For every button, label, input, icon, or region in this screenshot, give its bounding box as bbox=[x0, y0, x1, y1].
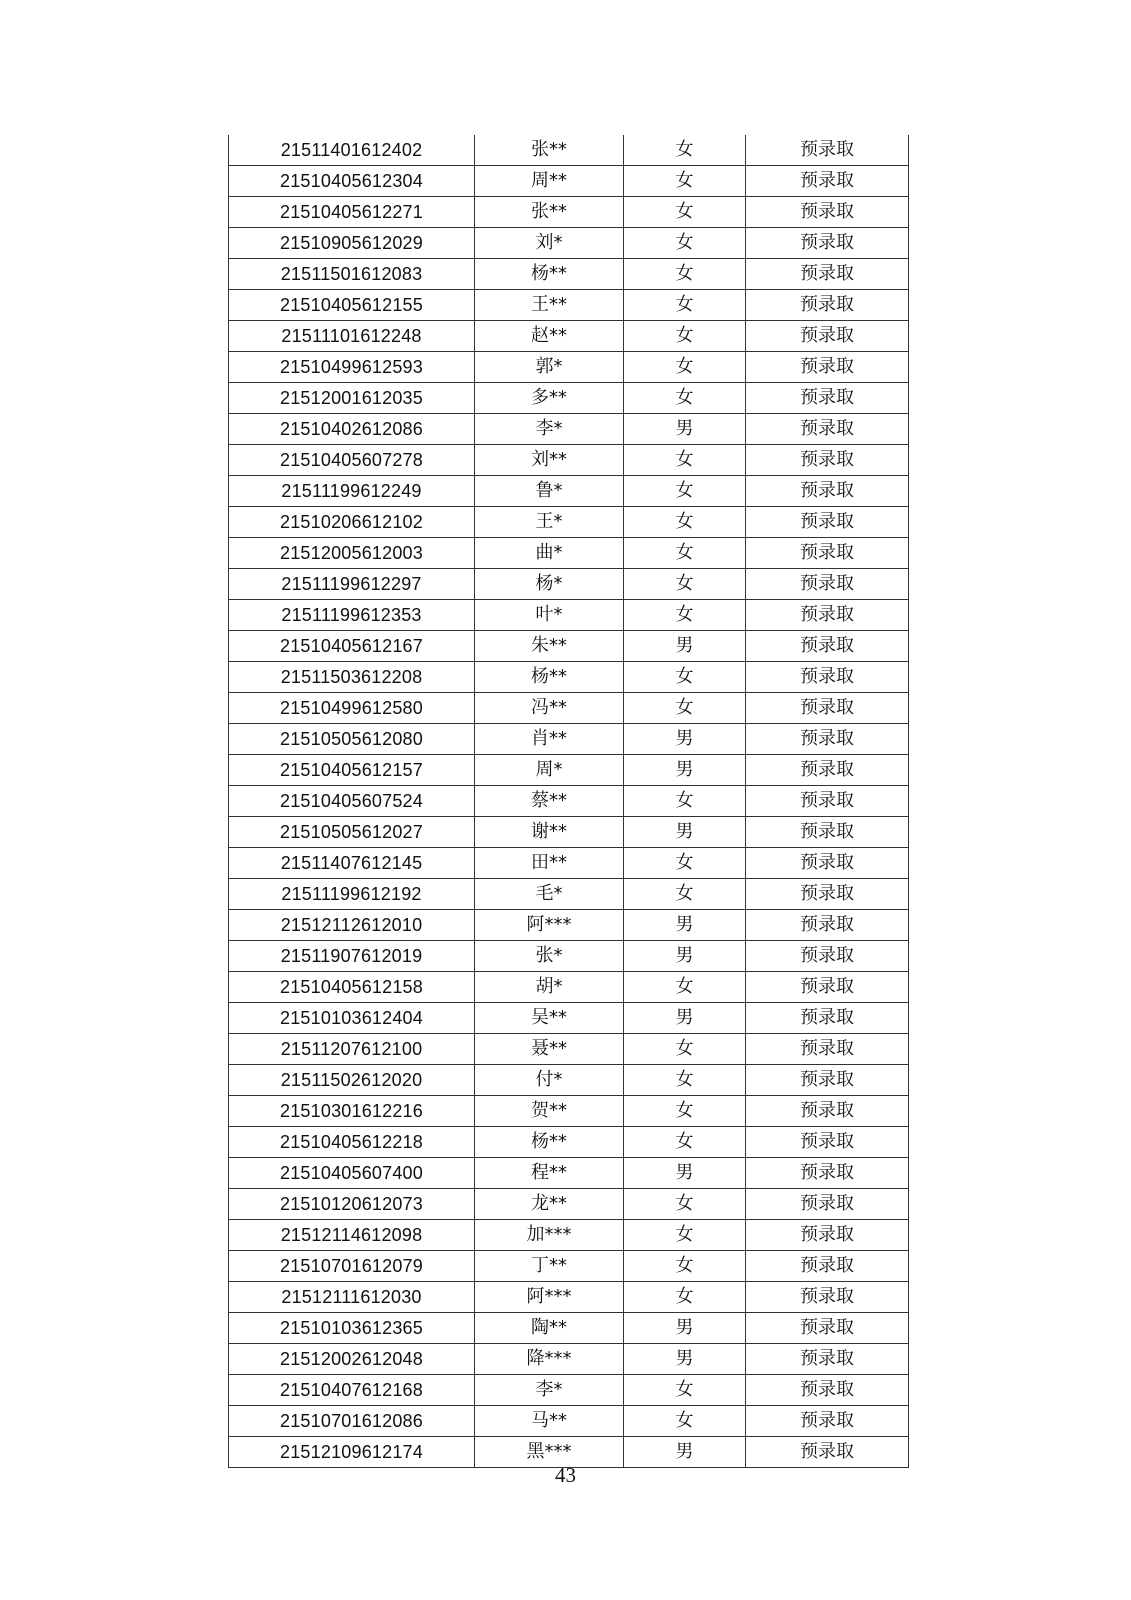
candidate-id-cell: 21510499612580 bbox=[229, 693, 475, 724]
admission-status-cell: 预录取 bbox=[746, 879, 909, 910]
table-row bbox=[229, 383, 909, 414]
table-row bbox=[229, 1003, 909, 1034]
table-row bbox=[229, 1282, 909, 1313]
admission-status-cell: 预录取 bbox=[746, 631, 909, 662]
table-row bbox=[229, 1406, 909, 1437]
candidate-name-cell: 杨** bbox=[475, 1127, 624, 1158]
table-row bbox=[229, 228, 909, 259]
gender-cell: 男 bbox=[624, 1437, 746, 1468]
table-row bbox=[229, 755, 909, 786]
gender-cell: 女 bbox=[624, 290, 746, 321]
table-body bbox=[229, 135, 909, 1468]
table-row bbox=[229, 166, 909, 197]
admission-table bbox=[228, 135, 909, 1468]
candidate-id-cell: 21510505612080 bbox=[229, 724, 475, 755]
table-row bbox=[229, 352, 909, 383]
candidate-name-cell: 龙** bbox=[475, 1189, 624, 1220]
candidate-name-cell: 李* bbox=[475, 414, 624, 445]
table-row bbox=[229, 1034, 909, 1065]
table-row bbox=[229, 538, 909, 569]
gender-cell: 女 bbox=[624, 1034, 746, 1065]
gender-cell: 男 bbox=[624, 1003, 746, 1034]
table-row bbox=[229, 445, 909, 476]
candidate-id-cell: 21512114612098 bbox=[229, 1220, 475, 1251]
table-row bbox=[229, 724, 909, 755]
gender-cell: 女 bbox=[624, 445, 746, 476]
gender-cell: 男 bbox=[624, 817, 746, 848]
candidate-name-cell: 阿*** bbox=[475, 910, 624, 941]
table-row bbox=[229, 786, 909, 817]
admission-status-cell: 预录取 bbox=[746, 600, 909, 631]
table-row bbox=[229, 507, 909, 538]
gender-cell: 女 bbox=[624, 1220, 746, 1251]
candidate-id-cell: 21512005612003 bbox=[229, 538, 475, 569]
candidate-id-cell: 21511502612020 bbox=[229, 1065, 475, 1096]
candidate-id-cell: 21510701612079 bbox=[229, 1251, 475, 1282]
gender-cell: 女 bbox=[624, 383, 746, 414]
candidate-id-cell: 21511907612019 bbox=[229, 941, 475, 972]
table-row bbox=[229, 600, 909, 631]
gender-cell: 男 bbox=[624, 1313, 746, 1344]
admission-status-cell: 预录取 bbox=[746, 910, 909, 941]
candidate-id-cell: 21510405612218 bbox=[229, 1127, 475, 1158]
candidate-name-cell: 吴** bbox=[475, 1003, 624, 1034]
gender-cell: 男 bbox=[624, 910, 746, 941]
candidate-id-cell: 21511407612145 bbox=[229, 848, 475, 879]
admission-status-cell: 预录取 bbox=[746, 197, 909, 228]
candidate-id-cell: 21512002612048 bbox=[229, 1344, 475, 1375]
candidate-name-cell: 杨* bbox=[475, 569, 624, 600]
admission-status-cell: 预录取 bbox=[746, 476, 909, 507]
candidate-id-cell: 21510405612271 bbox=[229, 197, 475, 228]
table-row bbox=[229, 414, 909, 445]
gender-cell: 女 bbox=[624, 600, 746, 631]
gender-cell: 女 bbox=[624, 693, 746, 724]
table-row bbox=[229, 662, 909, 693]
admission-status-cell: 预录取 bbox=[746, 662, 909, 693]
table-row bbox=[229, 197, 909, 228]
admission-status-cell: 预录取 bbox=[746, 1282, 909, 1313]
table-row bbox=[229, 910, 909, 941]
admission-status-cell: 预录取 bbox=[746, 569, 909, 600]
table-row bbox=[229, 1065, 909, 1096]
candidate-id-cell: 21510405612157 bbox=[229, 755, 475, 786]
candidate-name-cell: 聂** bbox=[475, 1034, 624, 1065]
gender-cell: 女 bbox=[624, 786, 746, 817]
candidate-id-cell: 21510405612304 bbox=[229, 166, 475, 197]
candidate-id-cell: 21510405612167 bbox=[229, 631, 475, 662]
gender-cell: 女 bbox=[624, 1096, 746, 1127]
candidate-id-cell: 21510206612102 bbox=[229, 507, 475, 538]
gender-cell: 男 bbox=[624, 941, 746, 972]
candidate-name-cell: 阿*** bbox=[475, 1282, 624, 1313]
gender-cell: 女 bbox=[624, 1282, 746, 1313]
gender-cell: 女 bbox=[624, 228, 746, 259]
table-row bbox=[229, 135, 909, 166]
admission-status-cell: 预录取 bbox=[746, 848, 909, 879]
table-row bbox=[229, 1189, 909, 1220]
candidate-id-cell: 21512111612030 bbox=[229, 1282, 475, 1313]
admission-status-cell: 预录取 bbox=[746, 135, 909, 166]
admission-status-cell: 预录取 bbox=[746, 445, 909, 476]
candidate-id-cell: 21512109612174 bbox=[229, 1437, 475, 1468]
candidate-name-cell: 张** bbox=[475, 197, 624, 228]
admission-status-cell: 预录取 bbox=[746, 693, 909, 724]
table-row bbox=[229, 321, 909, 352]
gender-cell: 女 bbox=[624, 662, 746, 693]
candidate-name-cell: 丁** bbox=[475, 1251, 624, 1282]
candidate-id-cell: 21510405607524 bbox=[229, 786, 475, 817]
gender-cell: 女 bbox=[624, 135, 746, 166]
admission-status-cell: 预录取 bbox=[746, 1220, 909, 1251]
gender-cell: 女 bbox=[624, 538, 746, 569]
gender-cell: 男 bbox=[624, 1158, 746, 1189]
table-row bbox=[229, 1158, 909, 1189]
gender-cell: 女 bbox=[624, 1406, 746, 1437]
candidate-name-cell: 肖** bbox=[475, 724, 624, 755]
candidate-name-cell: 郭* bbox=[475, 352, 624, 383]
table-row bbox=[229, 1313, 909, 1344]
candidate-name-cell: 周* bbox=[475, 755, 624, 786]
admission-status-cell: 预录取 bbox=[746, 1437, 909, 1468]
table-row bbox=[229, 569, 909, 600]
candidate-id-cell: 21512112612010 bbox=[229, 910, 475, 941]
candidate-name-cell: 加*** bbox=[475, 1220, 624, 1251]
candidate-name-cell: 李* bbox=[475, 1375, 624, 1406]
candidate-name-cell: 冯** bbox=[475, 693, 624, 724]
admission-status-cell: 预录取 bbox=[746, 352, 909, 383]
table-row bbox=[229, 1251, 909, 1282]
admission-status-cell: 预录取 bbox=[746, 1158, 909, 1189]
admission-status-cell: 预录取 bbox=[746, 1251, 909, 1282]
admission-status-cell: 预录取 bbox=[746, 538, 909, 569]
candidate-id-cell: 21511501612083 bbox=[229, 259, 475, 290]
gender-cell: 女 bbox=[624, 259, 746, 290]
candidate-name-cell: 毛* bbox=[475, 879, 624, 910]
candidate-name-cell: 多** bbox=[475, 383, 624, 414]
gender-cell: 女 bbox=[624, 1065, 746, 1096]
admission-status-cell: 预录取 bbox=[746, 1189, 909, 1220]
gender-cell: 男 bbox=[624, 414, 746, 445]
candidate-name-cell: 胡* bbox=[475, 972, 624, 1003]
gender-cell: 女 bbox=[624, 507, 746, 538]
table-row bbox=[229, 259, 909, 290]
candidate-id-cell: 21510120612073 bbox=[229, 1189, 475, 1220]
table-row bbox=[229, 879, 909, 910]
table-row bbox=[229, 290, 909, 321]
gender-cell: 女 bbox=[624, 1127, 746, 1158]
candidate-name-cell: 王** bbox=[475, 290, 624, 321]
candidate-id-cell: 21511401612402 bbox=[229, 135, 475, 166]
admission-status-cell: 预录取 bbox=[746, 755, 909, 786]
candidate-id-cell: 21510905612029 bbox=[229, 228, 475, 259]
admission-status-cell: 预录取 bbox=[746, 786, 909, 817]
candidate-id-cell: 21510103612365 bbox=[229, 1313, 475, 1344]
admission-status-cell: 预录取 bbox=[746, 1034, 909, 1065]
gender-cell: 女 bbox=[624, 848, 746, 879]
table-row bbox=[229, 1220, 909, 1251]
table-row bbox=[229, 1096, 909, 1127]
candidate-id-cell: 21510499612593 bbox=[229, 352, 475, 383]
candidate-name-cell: 陶** bbox=[475, 1313, 624, 1344]
candidate-id-cell: 21510301612216 bbox=[229, 1096, 475, 1127]
candidate-id-cell: 21510701612086 bbox=[229, 1406, 475, 1437]
candidate-id-cell: 21511101612248 bbox=[229, 321, 475, 352]
candidate-id-cell: 21512001612035 bbox=[229, 383, 475, 414]
candidate-name-cell: 王* bbox=[475, 507, 624, 538]
table-row bbox=[229, 631, 909, 662]
admission-status-cell: 预录取 bbox=[746, 259, 909, 290]
candidate-name-cell: 曲* bbox=[475, 538, 624, 569]
candidate-name-cell: 张* bbox=[475, 941, 624, 972]
table-row bbox=[229, 817, 909, 848]
admission-status-cell: 预录取 bbox=[746, 290, 909, 321]
gender-cell: 男 bbox=[624, 724, 746, 755]
candidate-name-cell: 马** bbox=[475, 1406, 624, 1437]
candidate-id-cell: 21510405607400 bbox=[229, 1158, 475, 1189]
candidate-id-cell: 21511199612353 bbox=[229, 600, 475, 631]
admission-status-cell: 预录取 bbox=[746, 724, 909, 755]
candidate-name-cell: 鲁* bbox=[475, 476, 624, 507]
gender-cell: 女 bbox=[624, 1189, 746, 1220]
gender-cell: 女 bbox=[624, 1251, 746, 1282]
admission-list bbox=[228, 135, 908, 1468]
candidate-name-cell: 杨** bbox=[475, 662, 624, 693]
admission-status-cell: 预录取 bbox=[746, 817, 909, 848]
gender-cell: 女 bbox=[624, 879, 746, 910]
table-row bbox=[229, 476, 909, 507]
admission-status-cell: 预录取 bbox=[746, 941, 909, 972]
admission-status-cell: 预录取 bbox=[746, 1375, 909, 1406]
admission-status-cell: 预录取 bbox=[746, 321, 909, 352]
candidate-id-cell: 21511207612100 bbox=[229, 1034, 475, 1065]
table-row bbox=[229, 1127, 909, 1158]
admission-status-cell: 预录取 bbox=[746, 972, 909, 1003]
candidate-name-cell: 田** bbox=[475, 848, 624, 879]
admission-status-cell: 预录取 bbox=[746, 1313, 909, 1344]
admission-status-cell: 预录取 bbox=[746, 1003, 909, 1034]
candidate-name-cell: 刘* bbox=[475, 228, 624, 259]
gender-cell: 女 bbox=[624, 352, 746, 383]
candidate-name-cell: 张** bbox=[475, 135, 624, 166]
candidate-name-cell: 叶* bbox=[475, 600, 624, 631]
table-row bbox=[229, 941, 909, 972]
table-row bbox=[229, 848, 909, 879]
candidate-name-cell: 程** bbox=[475, 1158, 624, 1189]
candidate-id-cell: 21510505612027 bbox=[229, 817, 475, 848]
gender-cell: 男 bbox=[624, 755, 746, 786]
candidate-name-cell: 刘** bbox=[475, 445, 624, 476]
gender-cell: 女 bbox=[624, 1375, 746, 1406]
candidate-id-cell: 21511199612249 bbox=[229, 476, 475, 507]
candidate-name-cell: 周** bbox=[475, 166, 624, 197]
candidate-id-cell: 21511503612208 bbox=[229, 662, 475, 693]
candidate-name-cell: 蔡** bbox=[475, 786, 624, 817]
candidate-id-cell: 21510402612086 bbox=[229, 414, 475, 445]
candidate-name-cell: 降*** bbox=[475, 1344, 624, 1375]
gender-cell: 女 bbox=[624, 166, 746, 197]
admission-status-cell: 预录取 bbox=[746, 383, 909, 414]
candidate-name-cell: 赵** bbox=[475, 321, 624, 352]
gender-cell: 男 bbox=[624, 631, 746, 662]
gender-cell: 女 bbox=[624, 197, 746, 228]
table-row bbox=[229, 1344, 909, 1375]
table-row bbox=[229, 693, 909, 724]
gender-cell: 男 bbox=[624, 1344, 746, 1375]
candidate-name-cell: 贺** bbox=[475, 1096, 624, 1127]
candidate-id-cell: 21510407612168 bbox=[229, 1375, 475, 1406]
candidate-name-cell: 谢** bbox=[475, 817, 624, 848]
candidate-name-cell: 黑*** bbox=[475, 1437, 624, 1468]
candidate-id-cell: 21511199612297 bbox=[229, 569, 475, 600]
candidate-id-cell: 21510103612404 bbox=[229, 1003, 475, 1034]
admission-status-cell: 预录取 bbox=[746, 228, 909, 259]
admission-status-cell: 预录取 bbox=[746, 1406, 909, 1437]
admission-status-cell: 预录取 bbox=[746, 414, 909, 445]
table-row bbox=[229, 1375, 909, 1406]
candidate-name-cell: 付* bbox=[475, 1065, 624, 1096]
admission-status-cell: 预录取 bbox=[746, 1344, 909, 1375]
gender-cell: 女 bbox=[624, 476, 746, 507]
candidate-id-cell: 21511199612192 bbox=[229, 879, 475, 910]
candidate-id-cell: 21510405607278 bbox=[229, 445, 475, 476]
admission-status-cell: 预录取 bbox=[746, 1096, 909, 1127]
table-row bbox=[229, 972, 909, 1003]
candidate-id-cell: 21510405612158 bbox=[229, 972, 475, 1003]
admission-status-cell: 预录取 bbox=[746, 166, 909, 197]
page-number: 43 bbox=[555, 1463, 576, 1487]
admission-status-cell: 预录取 bbox=[746, 1065, 909, 1096]
gender-cell: 女 bbox=[624, 569, 746, 600]
admission-status-cell: 预录取 bbox=[746, 1127, 909, 1158]
gender-cell: 女 bbox=[624, 321, 746, 352]
candidate-name-cell: 杨** bbox=[475, 259, 624, 290]
gender-cell: 女 bbox=[624, 972, 746, 1003]
candidate-name-cell: 朱** bbox=[475, 631, 624, 662]
admission-status-cell: 预录取 bbox=[746, 507, 909, 538]
candidate-id-cell: 21510405612155 bbox=[229, 290, 475, 321]
